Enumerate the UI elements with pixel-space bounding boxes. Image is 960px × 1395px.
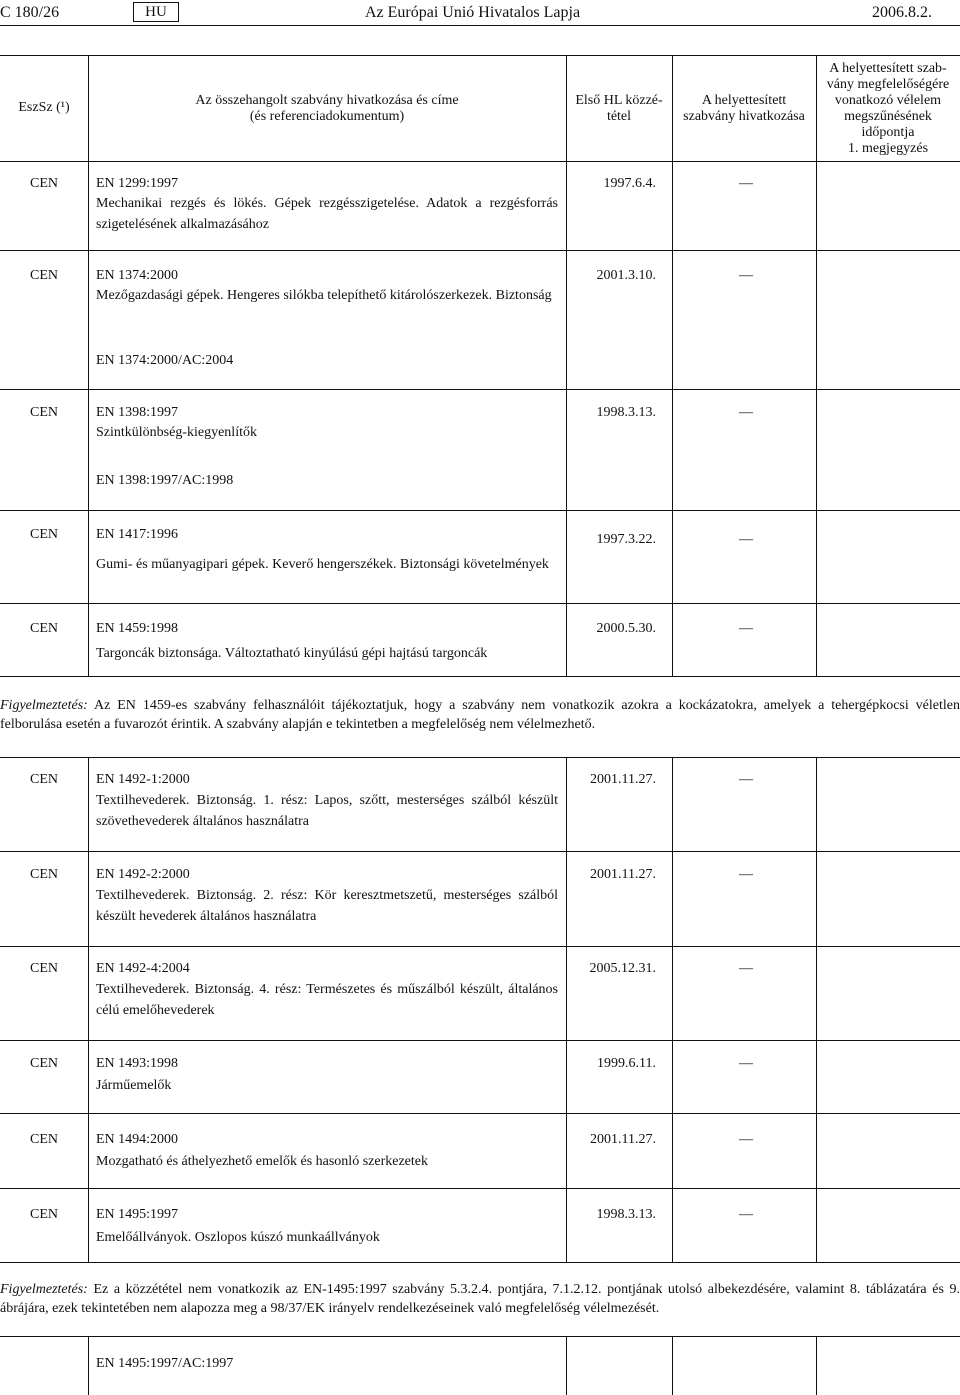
row-rule xyxy=(0,946,960,947)
publication-date-cell: 2001.11.27. xyxy=(590,772,656,787)
col-rule xyxy=(88,55,89,676)
col-header-reference: Az összehangolt szabvány hivatkozása és címe (és referenciadokumentum) xyxy=(195,93,459,124)
replaced-cell: — xyxy=(739,867,753,882)
col-header-first-publication: Első HL közzé- tétel xyxy=(575,93,663,124)
col-header-replaced-standard: A helyettesített szabvány hivatkozása xyxy=(683,93,805,124)
col-rule xyxy=(816,55,817,676)
amendment-code: EN 1374:2000/AC:2004 xyxy=(96,353,234,368)
publication-date-cell: 2005.12.31. xyxy=(589,961,656,976)
replaced-cell: — xyxy=(739,532,753,547)
standard-code: EN 1494:2000 xyxy=(96,1132,179,1147)
standard-code: EN 1492-1:2000 xyxy=(96,772,190,787)
row-rule xyxy=(0,1113,960,1114)
standard-title: Mozgatható és áthelyezhető emelők és hasonló szerkezetek xyxy=(96,1154,428,1169)
standard-title: Mechanikai rezgés és lökés. Gépek rezgésszigetelése. Adatok a rezgésforrás szigetelésének alkalmazásához xyxy=(96,196,558,232)
standard-title: Szintkülönbség-kiegyenlítők xyxy=(96,425,257,440)
standard-title: Emelőállványok. Oszlopos kúszó munkaállványok xyxy=(96,1230,380,1245)
col-rule xyxy=(566,55,567,676)
publication-date-cell: 2001.11.27. xyxy=(590,1132,656,1147)
col-header-cessation-date: A helyettesített szab- vány megfelelőségére vonatkozó vélelem megszűnésének időpontja 1. megjegyzés xyxy=(826,61,950,156)
publication-date-cell: 2000.5.30. xyxy=(596,621,656,636)
publication-date: 2006.8.2. xyxy=(872,4,932,21)
replaced-cell: — xyxy=(739,621,753,636)
row-rule xyxy=(0,851,960,852)
standard-code: EN 1417:1996 xyxy=(96,527,179,542)
language-code: HU xyxy=(133,2,179,22)
standard-title: Textilhevederek. Biztonság. 4. rész: Természetes és műszálból készült, általános célú emelőhevederek xyxy=(96,982,558,1018)
publication-date-cell: 1999.6.11. xyxy=(597,1056,656,1071)
standard-code: EN 1374:2000 xyxy=(96,268,179,283)
warning-label: Figyelmeztetés: xyxy=(0,698,88,713)
row-rule xyxy=(0,1188,960,1189)
replaced-cell: — xyxy=(739,405,753,420)
publication-date-cell: 2001.3.10. xyxy=(596,268,656,283)
publication-date-cell: 2001.11.27. xyxy=(590,867,656,882)
standard-title: Textilhevederek. Biztonság. 1. rész: Lapos, szőtt, mesterséges szálból készült szövethevederek általános használatra xyxy=(96,793,558,829)
replaced-cell: — xyxy=(739,176,753,191)
row-rule xyxy=(0,1262,960,1263)
standard-code: EN 1398:1997 xyxy=(96,405,179,420)
standard-title: Gumi- és műanyagipari gépek. Keverő hengerszékek. Biztonsági követelmények xyxy=(96,557,549,572)
publication-date-cell: 1997.3.22. xyxy=(596,532,656,547)
org-cell: CEN xyxy=(30,1132,58,1147)
row-rule xyxy=(0,250,960,251)
org-cell: CEN xyxy=(30,405,58,420)
row-rule xyxy=(0,676,960,677)
row-rule xyxy=(0,603,960,604)
org-cell: CEN xyxy=(30,961,58,976)
standard-code: EN 1459:1998 xyxy=(96,621,179,636)
warning-note xyxy=(0,1280,960,1318)
col-rule xyxy=(88,757,89,1262)
replaced-cell: — xyxy=(739,961,753,976)
amendment-code: EN 1398:1997/AC:1998 xyxy=(96,473,234,488)
col-rule xyxy=(566,757,567,1262)
col-rule xyxy=(816,757,817,1262)
standard-title: Targoncák biztonsága. Változtatható kinyúlású gépi hajtású targoncák xyxy=(96,646,488,661)
warning-note xyxy=(0,696,960,734)
col-header-esz: EszSz (¹) xyxy=(18,100,70,115)
col-rule xyxy=(566,1336,567,1395)
warning-text: Ez a közzététel nem vonatkozik az EN-1495:1997 szabvány 5.3.2.4. pontjára, 7.1.2.12. pontjának utolsó albekezdésére, valamint 8. táblázatára és 9. ábrájára, ezek tekintetében nem alapozza meg a 98/37/EK irányelv rendelkezéseinek való megfelelőség vélelmezését. xyxy=(0,1282,960,1316)
row-rule xyxy=(0,1040,960,1041)
row-rule xyxy=(0,510,960,511)
replaced-cell: — xyxy=(739,268,753,283)
replaced-cell: — xyxy=(739,1207,753,1222)
col-rule xyxy=(672,1336,673,1395)
col-rule xyxy=(672,757,673,1262)
standard-title: Mezőgazdasági gépek. Hengeres silókba telepíthető kitárolószerkezek. Biztonság xyxy=(96,288,552,303)
org-cell: CEN xyxy=(30,176,58,191)
org-cell: CEN xyxy=(30,527,58,542)
standard-title: Járműemelők xyxy=(96,1078,172,1093)
standard-title: Textilhevederek. Biztonság. 2. rész: Kör keresztmetszetű, mesterséges szálból készült hevederek általános használatra xyxy=(96,888,558,924)
org-cell: CEN xyxy=(30,772,58,787)
org-cell: CEN xyxy=(30,1056,58,1071)
row-rule xyxy=(0,389,960,390)
journal-title: Az Európai Unió Hivatalos Lapja xyxy=(365,4,581,21)
standard-code: EN 1492-2:2000 xyxy=(96,867,190,882)
replaced-cell: — xyxy=(739,772,753,787)
publication-date-cell: 1998.3.13. xyxy=(596,405,656,420)
replaced-cell: — xyxy=(739,1056,753,1071)
org-cell: CEN xyxy=(30,1207,58,1222)
warning-text: Az EN 1459-es szabvány felhasználóit tájékoztatjuk, hogy a szabvány nem vonatkozik azokra a kockázatokra, amelyek a tehergépkocsi véletlen felborulása esetén a fuvarozót érintik. A szabvány alapján e tekintetben a megfelelőség nem vélelmezhető. xyxy=(0,698,960,732)
standard-code: EN 1299:1997 xyxy=(96,176,179,191)
publication-date-cell: 1997.6.4. xyxy=(603,176,656,191)
org-cell: CEN xyxy=(30,867,58,882)
replaced-cell: — xyxy=(739,1132,753,1147)
standard-code: EN 1492-4:2004 xyxy=(96,961,190,976)
org-cell: CEN xyxy=(30,621,58,636)
publication-date-cell: 1998.3.13. xyxy=(596,1207,656,1222)
page-ref: C 180/26 xyxy=(0,4,60,21)
header-rule xyxy=(0,25,960,26)
org-cell: CEN xyxy=(30,268,58,283)
amendment-code: EN 1495:1997/AC:1997 xyxy=(96,1356,234,1371)
warning-label: Figyelmeztetés: xyxy=(0,1282,88,1297)
standard-code: EN 1493:1998 xyxy=(96,1056,179,1071)
standard-code: EN 1495:1997 xyxy=(96,1207,179,1222)
col-rule xyxy=(88,1336,89,1395)
col-rule xyxy=(816,1336,817,1395)
col-rule xyxy=(672,55,673,676)
